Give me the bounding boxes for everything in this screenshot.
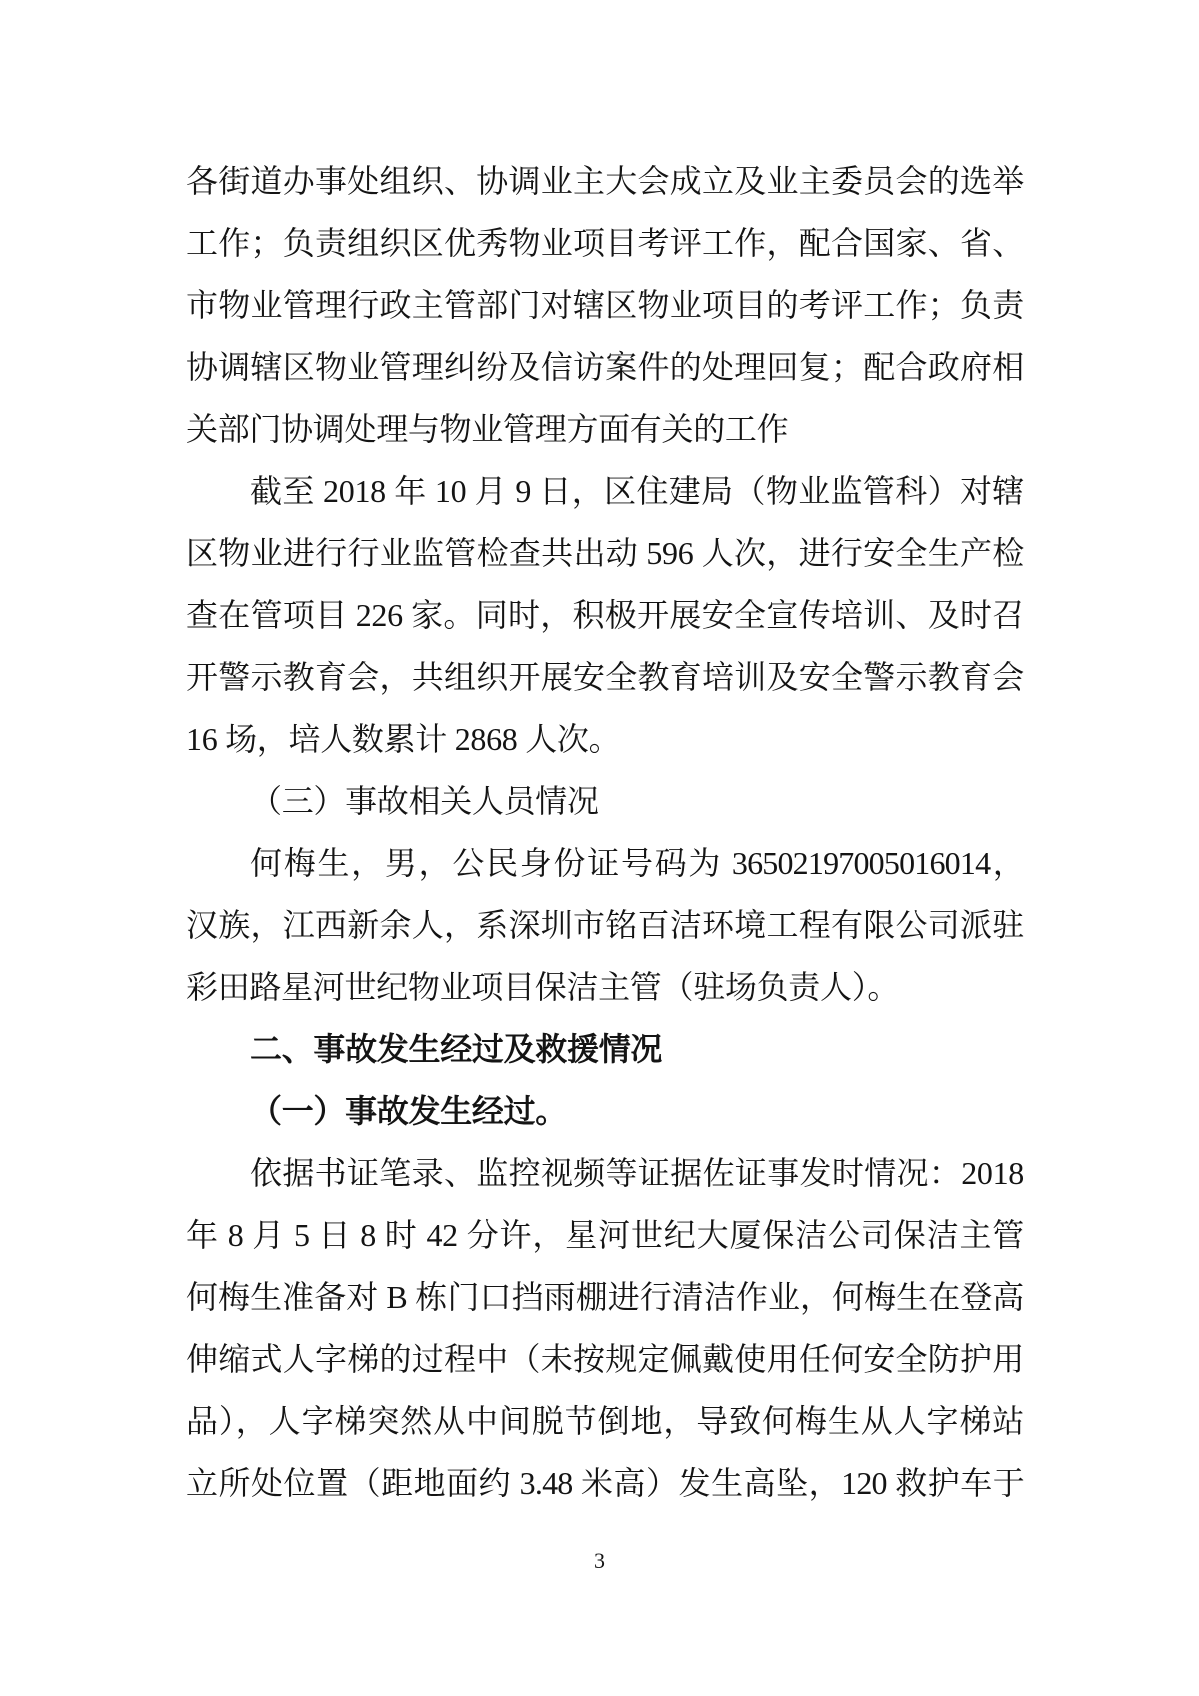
body-line: 依据书证笔录、监控视频等证据佐证事发时情况：2018 xyxy=(250,1155,1024,1191)
body-line: 何梅生，男，公民身份证号码为 36502197005016014， xyxy=(250,845,1024,881)
body-line: 市物业管理行政主管部门对辖区物业项目的考评工作；负责 xyxy=(186,287,1024,323)
body-line: 协调辖区物业管理纠纷及信访案件的处理回复；配合政府相 xyxy=(186,349,1024,385)
body-line: 工作；负责组织区优秀物业项目考评工作，配合国家、省、 xyxy=(186,225,1024,261)
subsection-heading-personnel: （三）事故相关人员情况 xyxy=(250,783,599,819)
body-line: 关部门协调处理与物业管理方面有关的工作 xyxy=(186,411,789,447)
body-line: 查在管项目 226 家。同时，积极开展安全宣传培训、及时召 xyxy=(186,597,1024,633)
body-line: 伸缩式人字梯的过程中（未按规定佩戴使用任何安全防护用 xyxy=(186,1341,1024,1377)
body-line: 各街道办事处组织、协调业主大会成立及业主委员会的选举 xyxy=(186,163,1024,199)
body-line: 立所处位置（距地面约 3.48 米高）发生高坠，120 救护车于 xyxy=(186,1465,1024,1501)
body-line: 16 场，培人数累计 2868 人次。 xyxy=(186,721,621,757)
body-line: 彩田路星河世纪物业项目保洁主管（驻场负责人）。 xyxy=(186,969,900,1005)
body-line: 开警示教育会，共组织开展安全教育培训及安全警示教育会 xyxy=(186,659,1024,695)
body-line: 品），人字梯突然从中间脱节倒地，导致何梅生从人字梯站 xyxy=(186,1403,1024,1439)
subsection-heading-accident-course: （一）事故发生经过。 xyxy=(250,1093,568,1129)
body-line: 汉族，江西新余人，系深圳市铭百洁环境工程有限公司派驻 xyxy=(186,907,1024,943)
body-line: 区物业进行行业监管检查共出动 596 人次，进行安全生产检 xyxy=(186,535,1024,571)
document-text-block xyxy=(186,150,1024,1514)
body-line: 年 8 月 5 日 8 时 42 分许，星河世纪大厦保洁公司保洁主管 xyxy=(186,1217,1024,1253)
body-line: 何梅生准备对 B 栋门口挡雨棚进行清洁作业，何梅生在登高 xyxy=(186,1279,1024,1315)
page-number: 3 xyxy=(594,1548,605,1573)
section-heading-accident-course-rescue: 二、事故发生经过及救援情况 xyxy=(250,1031,663,1067)
body-line: 截至 2018 年 10 月 9 日，区住建局（物业监管科）对辖 xyxy=(250,473,1024,509)
